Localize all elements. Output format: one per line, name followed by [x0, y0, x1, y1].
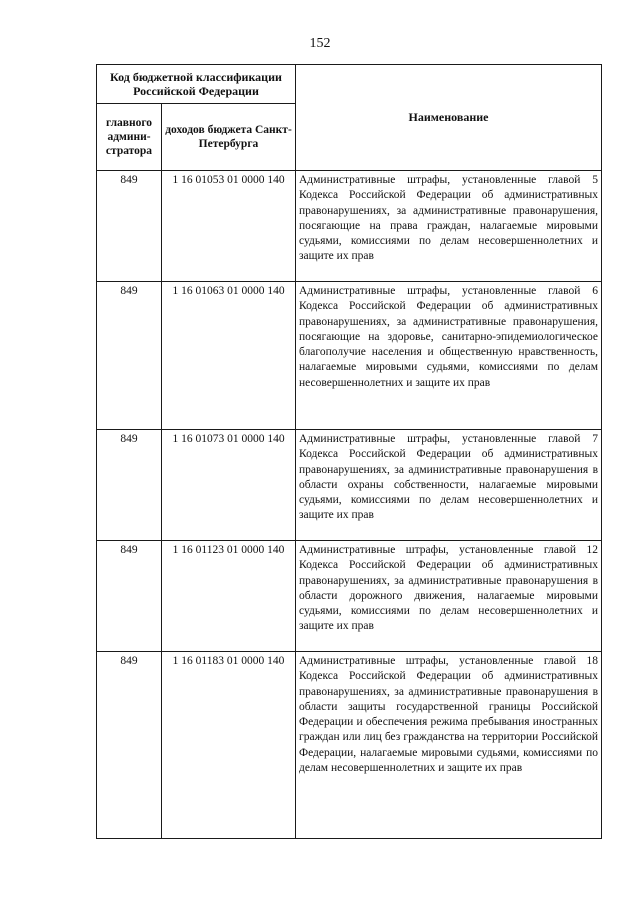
- budget-classification-table: [96, 64, 602, 839]
- income-code-cell: 1 16 01053 01 0000 140: [162, 171, 296, 282]
- name-cell: [296, 282, 602, 430]
- income-code-cell: 1 16 01063 01 0000 140: [162, 282, 296, 430]
- table-row: [97, 652, 602, 839]
- header-main-administrator: главного админи-стратора: [97, 104, 162, 171]
- admin-code-cell: 849: [97, 282, 162, 430]
- name-cell: [296, 541, 602, 652]
- name-cell: [296, 652, 602, 839]
- table-row: [97, 430, 602, 541]
- name-cell: [296, 171, 602, 282]
- table-row: [97, 541, 602, 652]
- page-number: 152: [309, 36, 331, 51]
- name-text: Административные штрафы, установленные главой 6 Кодекса Российской Федерации об административных правонарушениях, за административные правонарушения, посягающие на здоровье, санитарно-эпидемиологическое благополучие населения и общественную нравственность, налагаемые мировыми судьями, комиссиями по делам несовершеннолетних и защите их прав: [299, 285, 598, 389]
- income-code-cell: 1 16 01073 01 0000 140: [162, 430, 296, 541]
- name-text: Административные штрафы, установленные главой 7 Кодекса Российской Федерации об административных правонарушениях, за административные правонарушения в области охраны собственности, налагаемые мировыми судьями, комиссиями по делам несовершеннолетних и защите их прав: [299, 433, 598, 522]
- admin-code-cell: 849: [97, 171, 162, 282]
- table-row: [97, 171, 602, 282]
- admin-code-cell: 849: [97, 652, 162, 839]
- name-text: Административные штрафы, установленные главой 5 Кодекса Российской Федерации об административных правонарушениях, за административные правонарушения, посягающие на права граждан, налагаемые мировыми судьями, комиссиями по делам несовершеннолетних и защите их прав: [299, 174, 598, 263]
- name-text: Административные штрафы, установленные главой 18 Кодекса Российской Федерации об административных правонарушениях, за административные правонарушения в области защиты государственной границы Российской Федерации и обеспечения режима пребывания иностранных граждан или лиц без гражданства на территории Российской Федерации, налагаемые мировыми судьями, комиссиями по делам несовершеннолетних и защите их прав: [299, 655, 598, 775]
- admin-code-cell: 849: [97, 541, 162, 652]
- header-classification-code: Код бюджетной классификации Российской Федерации: [97, 65, 296, 104]
- name-cell: [296, 430, 602, 541]
- name-text: Административные штрафы, установленные главой 12 Кодекса Российской Федерации об административных правонарушениях, за административные правонарушения в области дорожного движения, налагаемые мировыми судьями, комиссиями по делам несовершеннолетних и защите их прав: [299, 544, 598, 633]
- table-row: [97, 282, 602, 430]
- income-code-cell: 1 16 01183 01 0000 140: [162, 652, 296, 839]
- header-name: Наименование: [296, 65, 602, 171]
- income-code-cell: 1 16 01123 01 0000 140: [162, 541, 296, 652]
- header-budget-income: доходов бюджета Санкт-Петербурга: [162, 104, 296, 171]
- table-header-row: [97, 65, 602, 104]
- admin-code-cell: 849: [97, 430, 162, 541]
